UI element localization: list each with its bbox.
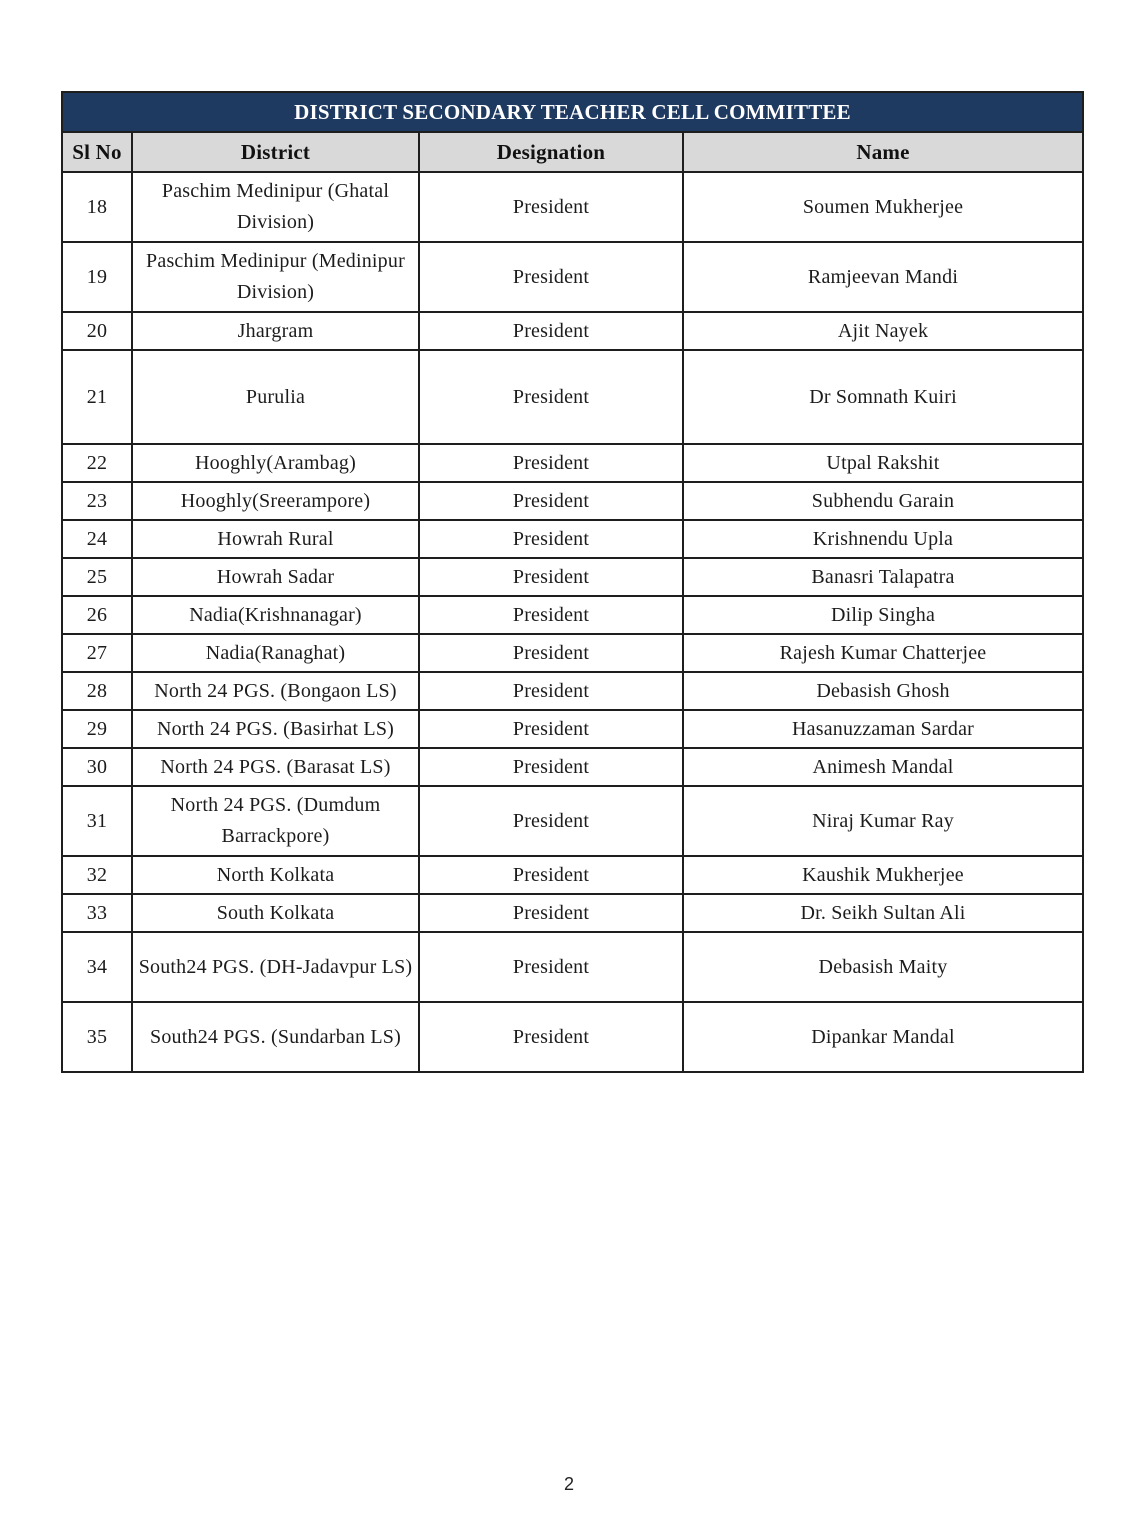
table-row: [62, 634, 1083, 672]
cell-district: North 24 PGS. (Dumdum Barrackpore): [132, 786, 419, 856]
cell-sl-no: 35: [62, 1002, 132, 1072]
cell-sl-no: 25: [62, 558, 132, 596]
cell-name: Hasanuzzaman Sardar: [683, 710, 1083, 748]
cell-district: Purulia: [132, 350, 419, 444]
cell-sl-no: 29: [62, 710, 132, 748]
cell-sl-no: 31: [62, 786, 132, 856]
cell-district: Hooghly(Sreerampore): [132, 482, 419, 520]
cell-sl-no: 24: [62, 520, 132, 558]
cell-designation: President: [419, 558, 683, 596]
cell-designation: President: [419, 520, 683, 558]
cell-name: Krishnendu Upla: [683, 520, 1083, 558]
column-header-designation: Designation: [419, 132, 683, 172]
cell-name: Niraj Kumar Ray: [683, 786, 1083, 856]
table-row: [62, 786, 1083, 856]
cell-designation: President: [419, 1002, 683, 1072]
cell-district: Jhargram: [132, 312, 419, 350]
cell-district: Paschim Medinipur (Medinipur Division): [132, 242, 419, 312]
cell-sl-no: 23: [62, 482, 132, 520]
cell-name: Debasish Ghosh: [683, 672, 1083, 710]
cell-district: North 24 PGS. (Barasat LS): [132, 748, 419, 786]
cell-designation: President: [419, 350, 683, 444]
cell-district: North 24 PGS. (Bongaon LS): [132, 672, 419, 710]
cell-district: South Kolkata: [132, 894, 419, 932]
table-row: [62, 172, 1083, 242]
table-row: [62, 1002, 1083, 1072]
cell-designation: President: [419, 856, 683, 894]
cell-designation: President: [419, 312, 683, 350]
cell-designation: President: [419, 786, 683, 856]
cell-name: Dr. Seikh Sultan Ali: [683, 894, 1083, 932]
cell-designation: President: [419, 444, 683, 482]
cell-sl-no: 26: [62, 596, 132, 634]
cell-sl-no: 18: [62, 172, 132, 242]
cell-designation: President: [419, 634, 683, 672]
cell-designation: President: [419, 172, 683, 242]
cell-name: Banasri Talapatra: [683, 558, 1083, 596]
cell-name: Soumen Mukherjee: [683, 172, 1083, 242]
cell-designation: President: [419, 482, 683, 520]
cell-district: Howrah Rural: [132, 520, 419, 558]
cell-designation: President: [419, 672, 683, 710]
cell-sl-no: 34: [62, 932, 132, 1002]
table-row: [62, 242, 1083, 312]
cell-district: South24 PGS. (DH-Jadavpur LS): [132, 932, 419, 1002]
cell-sl-no: 28: [62, 672, 132, 710]
cell-designation: President: [419, 596, 683, 634]
cell-district: Hooghly(Arambag): [132, 444, 419, 482]
cell-name: Subhendu Garain: [683, 482, 1083, 520]
cell-district: North Kolkata: [132, 856, 419, 894]
cell-designation: President: [419, 932, 683, 1002]
table-row: [62, 672, 1083, 710]
cell-name: Rajesh Kumar Chatterjee: [683, 634, 1083, 672]
table-row: [62, 520, 1083, 558]
page-number: 2: [563, 1474, 574, 1494]
cell-designation: President: [419, 894, 683, 932]
column-header-name: Name: [683, 132, 1083, 172]
table-title: DISTRICT SECONDARY TEACHER CELL COMMITTEE: [62, 92, 1083, 132]
table-row: [62, 748, 1083, 786]
cell-name: Dilip Singha: [683, 596, 1083, 634]
column-header-row: [62, 132, 1083, 172]
table-row: [62, 856, 1083, 894]
cell-name: Animesh Mandal: [683, 748, 1083, 786]
table-row: [62, 894, 1083, 932]
cell-name: Dr Somnath Kuiri: [683, 350, 1083, 444]
table-row: [62, 312, 1083, 350]
cell-sl-no: 19: [62, 242, 132, 312]
cell-sl-no: 30: [62, 748, 132, 786]
cell-name: Utpal Rakshit: [683, 444, 1083, 482]
cell-district: North 24 PGS. (Basirhat LS): [132, 710, 419, 748]
title-row: [62, 92, 1083, 132]
cell-sl-no: 33: [62, 894, 132, 932]
cell-sl-no: 21: [62, 350, 132, 444]
cell-name: Debasish Maity: [683, 932, 1083, 1002]
table-row: [62, 482, 1083, 520]
table-row: [62, 558, 1083, 596]
cell-district: Howrah Sadar: [132, 558, 419, 596]
cell-district: Nadia(Krishnanagar): [132, 596, 419, 634]
table-row: [62, 710, 1083, 748]
cell-sl-no: 20: [62, 312, 132, 350]
cell-sl-no: 32: [62, 856, 132, 894]
cell-name: Ramjeevan Mandi: [683, 242, 1083, 312]
cell-name: Kaushik Mukherjee: [683, 856, 1083, 894]
cell-name: Ajit Nayek: [683, 312, 1083, 350]
cell-sl-no: 22: [62, 444, 132, 482]
cell-sl-no: 27: [62, 634, 132, 672]
committee-table: [61, 91, 1084, 1073]
cell-designation: President: [419, 242, 683, 312]
cell-district: Paschim Medinipur (Ghatal Division): [132, 172, 419, 242]
cell-designation: President: [419, 710, 683, 748]
table-row: [62, 350, 1083, 444]
column-header-district: District: [132, 132, 419, 172]
table-row: [62, 444, 1083, 482]
cell-designation: President: [419, 748, 683, 786]
cell-district: Nadia(Ranaghat): [132, 634, 419, 672]
column-header-sl-no: Sl No: [62, 132, 132, 172]
cell-name: Dipankar Mandal: [683, 1002, 1083, 1072]
cell-district: South24 PGS. (Sundarban LS): [132, 1002, 419, 1072]
table-row: [62, 932, 1083, 1002]
table-row: [62, 596, 1083, 634]
